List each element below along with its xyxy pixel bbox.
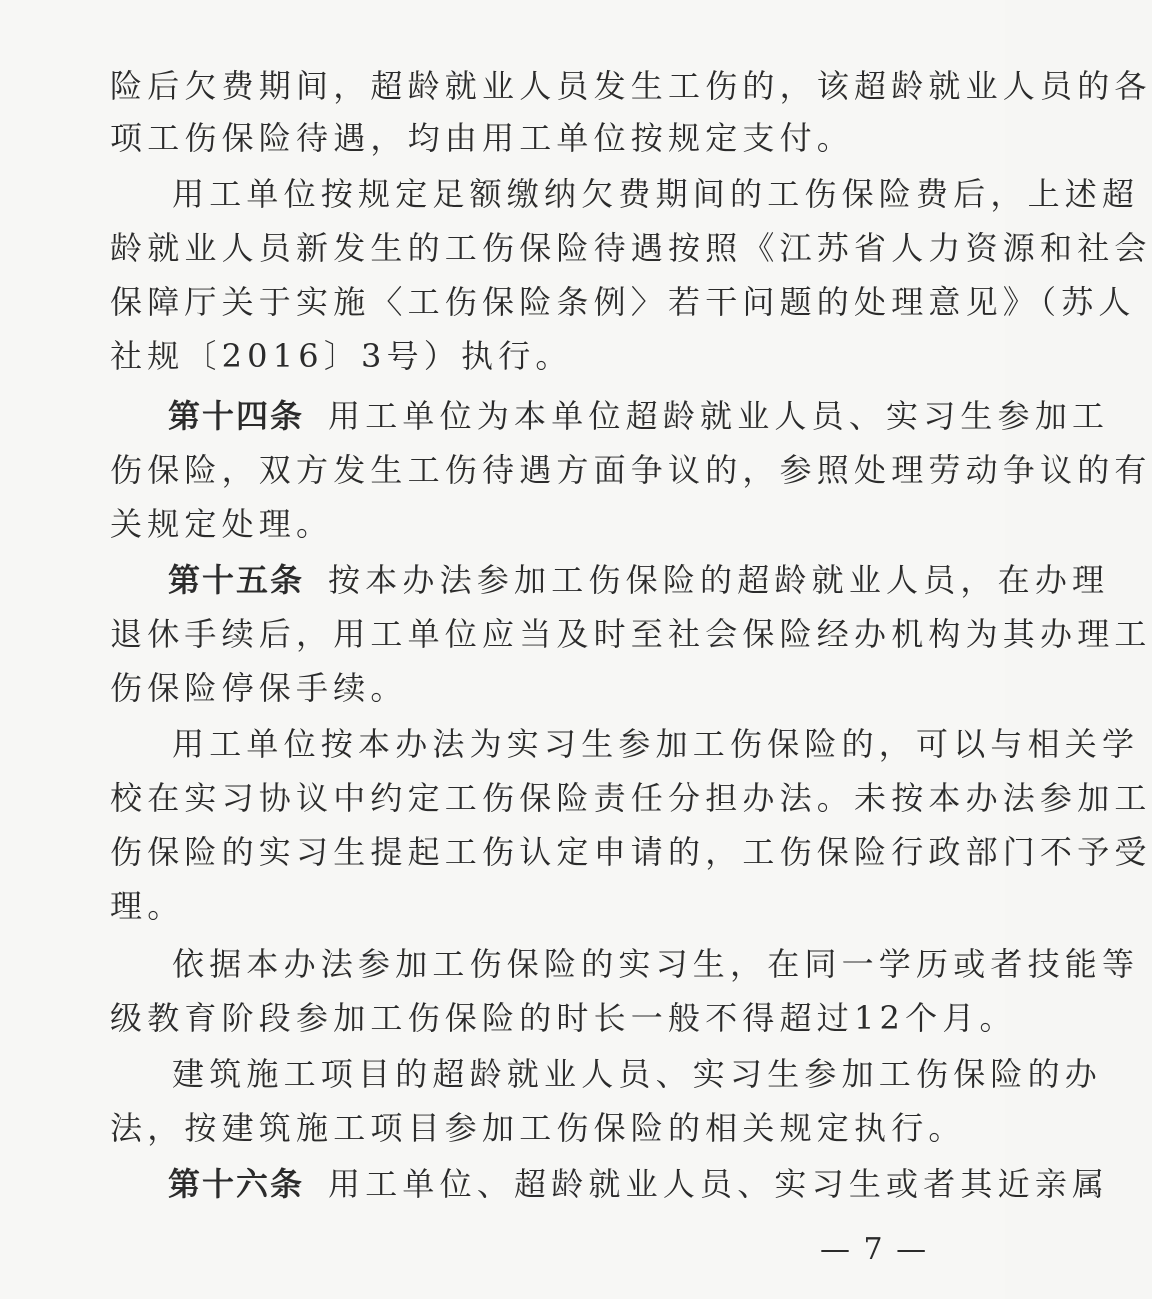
text-line: 保障厅关于实施〈工伤保险条例〉若干问题的处理意见》（苏人 (110, 283, 1136, 321)
paragraph-start: 依据本办法参加工伤保险的实习生，在同一学历或者技能等 (172, 945, 1140, 983)
article-heading: 第十六条 (168, 1165, 305, 1203)
text-line: 理。 (110, 887, 185, 925)
article-14-line (168, 392, 1110, 440)
text-line: 关规定处理。 (110, 505, 334, 543)
text-line: 伤保险停保手续。 (110, 669, 408, 707)
text-line: 级教育阶段参加工伤保险的时长一般不得超过12个月。 (110, 999, 1017, 1037)
text-line: 龄就业人员新发生的工伤保险待遇按照《江苏省人力资源和社会 (110, 229, 1152, 267)
text-line: 伤保险的实习生提起工伤认定申请的，工伤保险行政部门不予受 (110, 833, 1152, 871)
article-text: 用工单位为本单位超龄就业人员、实习生参加工 (328, 397, 1110, 435)
text-line: 法，按建筑施工项目参加工伤保险的相关规定执行。 (110, 1109, 966, 1147)
article-15-line (168, 556, 1110, 604)
text-line: 校在实习协议中约定工伤保险责任分担办法。未按本办法参加工 (110, 779, 1152, 817)
article-16-line (168, 1160, 1110, 1208)
article-text: 按本办法参加工伤保险的超龄就业人员，在办理 (328, 561, 1110, 599)
text-line: 退休手续后，用工单位应当及时至社会保险经办机构为其办理工 (110, 615, 1152, 653)
article-heading: 第十四条 (168, 397, 305, 435)
article-text: 用工单位、超龄就业人员、实习生或者其近亲属 (328, 1165, 1110, 1203)
paragraph-start: 建筑施工项目的超龄就业人员、实习生参加工伤保险的办 (172, 1055, 1103, 1093)
article-heading: 第十五条 (168, 561, 305, 599)
page-number: — 7 — (820, 1232, 929, 1267)
text-line: 伤保险，双方发生工伤待遇方面争议的，参照处理劳动争议的有 (110, 451, 1152, 489)
paragraph-start: 用工单位按规定足额缴纳欠费期间的工伤保险费后，上述超 (172, 175, 1140, 213)
text-line: 险后欠费期间，超龄就业人员发生工伤的，该超龄就业人员的各 (110, 67, 1152, 105)
text-line: 社规〔2016〕3号）执行。 (110, 337, 573, 375)
text-line: 项工伤保险待遇，均由用工单位按规定支付。 (110, 119, 855, 157)
paragraph-start: 用工单位按本办法为实习生参加工伤保险的，可以与相关学 (172, 725, 1140, 763)
